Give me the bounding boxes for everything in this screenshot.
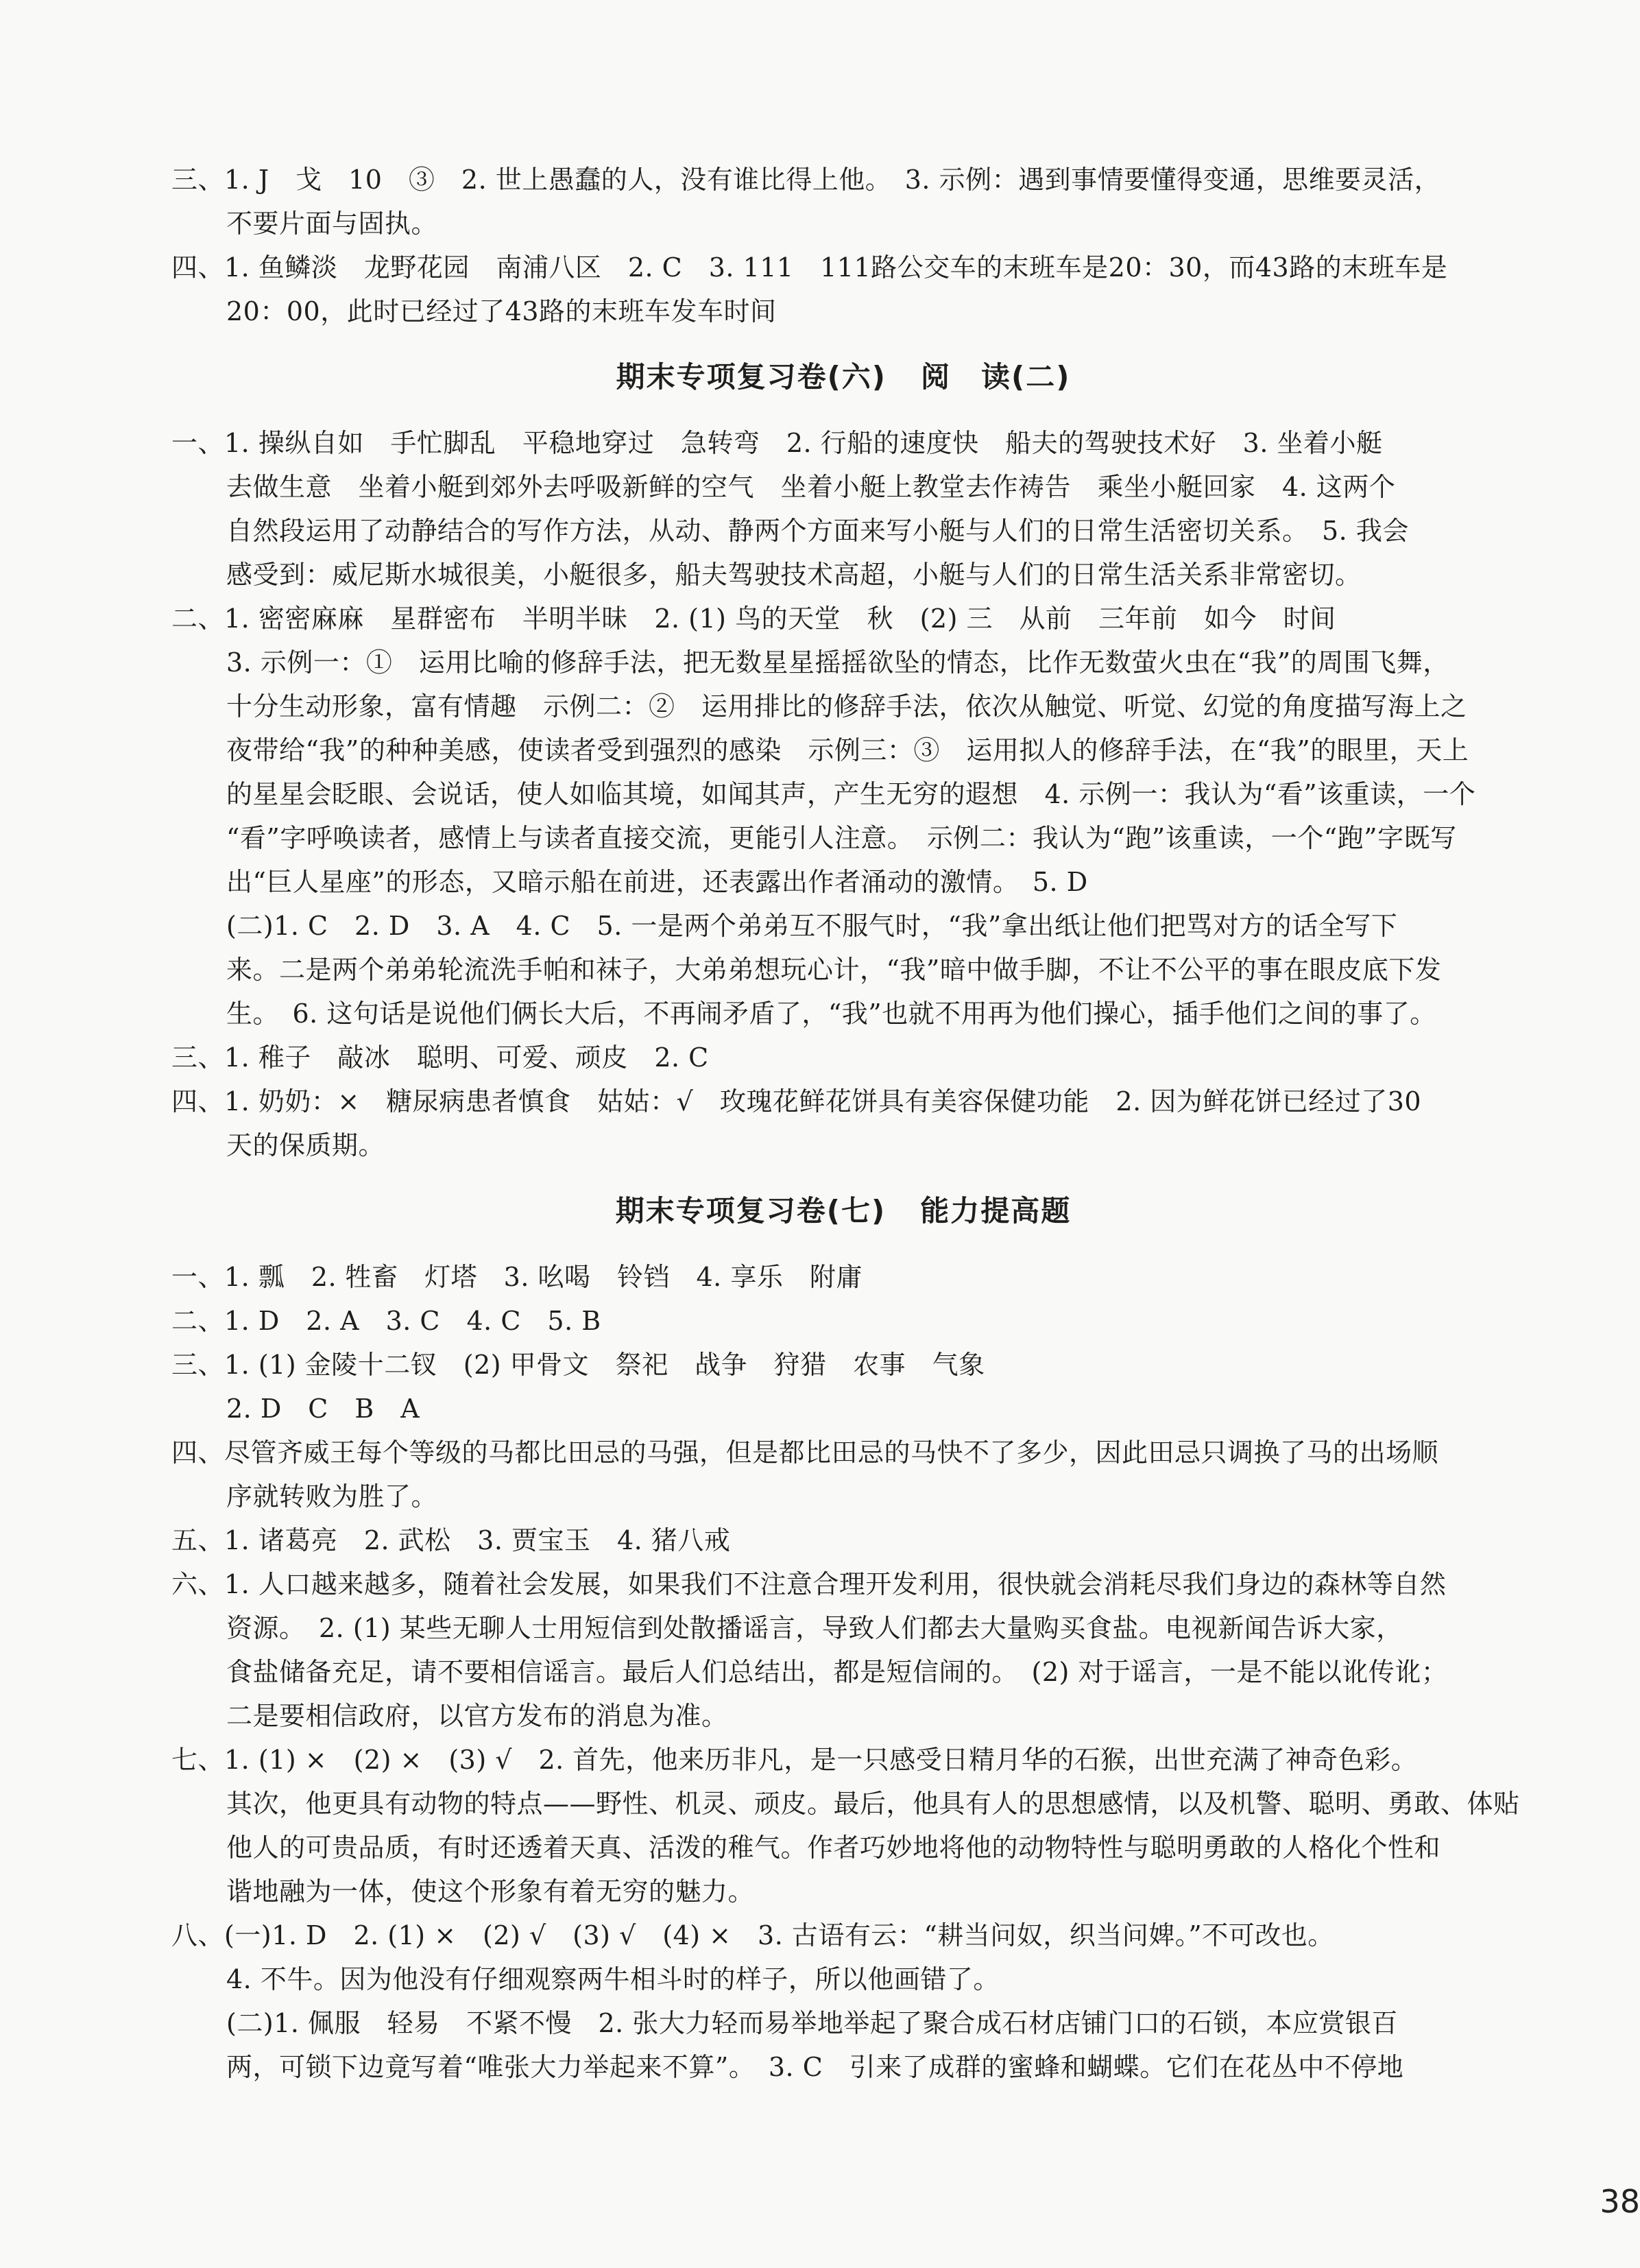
answer-line: 二、1. 密密麻麻 星群密布 半明半昧 2. (1) 鸟的天堂 秋 (2) 三 从前 三年前 如今 时间 xyxy=(171,604,1336,634)
answer-line: 四、1. 鱼鳞淡 龙野花园 南浦八区 2. C 3. 111 111路公交车的末班车是20：30，而43路的末班车是 xyxy=(171,252,1448,283)
answer-line: 感受到：威尼斯水城很美，小艇很多，船夫驾驶技术高超，小艇与人们的日常生活关系非常密切。 xyxy=(226,560,1362,590)
answer-line: “看”字呼唤读者，感情上与读者直接交流，更能引人注意。 示例二：我认为“跑”该重读，一个“跑”字既写 xyxy=(226,823,1457,853)
section-heading-title: 期末专项复习卷(七) xyxy=(615,1194,887,1228)
answer-line: 一、1. 操纵自如 手忙脚乱 平稳地穿过 急转弯 2. 行船的速度快 船夫的驾驶技术好 3. 坐着小艇 xyxy=(171,428,1383,458)
page-number: 38 xyxy=(1600,2183,1640,2220)
answer-line: 生。 6. 这句话是说他们俩长大后，不再闹矛盾了，“我”也就不用再为他们操心，插手他们之间的事了。 xyxy=(226,999,1436,1029)
answer-line: 六、1. 人口越来越多，随着社会发展，如果我们不注意合理开发利用，很快就会消耗尽我们身边的森林等自然 xyxy=(171,1569,1447,1599)
answer-line: 资源。 2. (1) 某些无聊人士用短信到处散播谣言，导致人们都去大量购买食盐。电视新闻告诉大家， xyxy=(226,1613,1403,1643)
answer-line: 3. 示例一：① 运用比喻的修辞手法，把无数星星摇摇欲坠的情态，比作无数萤火虫在“我”的周围飞舞， xyxy=(226,647,1449,678)
section-heading-subtitle: 能力提高题 xyxy=(920,1194,1072,1228)
answer-line: 夜带给“我”的种种美感，使读者受到强烈的感染 示例三：③ 运用拟人的修辞手法，在“我”的眼里，天上 xyxy=(226,735,1469,765)
answer-line: 四、尽管齐威王每个等级的马都比田忌的马强，但是都比田忌的马快不了多少，因此田忌只调换了马的出场顺 xyxy=(171,1437,1439,1468)
answer-line: 出“巨人星座”的形态，又暗示船在前进，还表露出作者涌动的激情。 5. D xyxy=(226,867,1088,897)
answer-line: 2. D C B A xyxy=(226,1394,420,1424)
section-heading xyxy=(171,355,1515,399)
answer-line: 五、1. 诸葛亮 2. 武松 3. 贾宝玉 4. 猪八戒 xyxy=(171,1525,731,1555)
answer-line: 其次，他更具有动物的特点——野性、机灵、顽皮。最后，他具有人的思想感情，以及机警、聪明、勇敢、体贴 xyxy=(226,1789,1520,1819)
section-heading-title: 期末专项复习卷(六) xyxy=(616,360,887,394)
answer-line: (二)1. 佩服 轻易 不紧不慢 2. 张大力轻而易举地举起了聚合成石材店铺门口的石锁，本应赏银百 xyxy=(226,2008,1398,2038)
answer-line: 十分生动形象，富有情趣 示例二：② 运用排比的修辞手法，依次从触觉、听觉、幻觉的角度描写海上之 xyxy=(226,691,1467,721)
answer-line: 去做生意 坐着小艇到郊外去呼吸新鲜的空气 坐着小艇上教堂去作祷告 乘坐小艇回家 4. 这两个 xyxy=(226,472,1396,502)
answer-line: 三、1. 稚子 敲冰 聪明、可爱、顽皮 2. C xyxy=(171,1042,709,1073)
answer-line: 序就转败为胜了。 xyxy=(226,1481,438,1512)
answer-section-2 xyxy=(171,1189,1520,2089)
section-heading-subtitle: 阅 读(二) xyxy=(921,360,1071,394)
answer-line: 四、1. 奶奶：× 糖尿病患者慎食 姑姑：√ 玫瑰花鲜花饼具有美容保健功能 2. 因为鲜花饼已经过了30 xyxy=(171,1086,1422,1117)
answer-line: 两，可锁下边竟写着“唯张大力举起来不算”。 3. C 引来了成群的蜜蜂和蝴蝶。它们在花丛中不停地 xyxy=(226,2052,1404,2082)
answer-line: 4. 不牛。因为他没有仔细观察两牛相斗时的样子，所以他画错了。 xyxy=(226,1964,1000,1994)
answer-line: 来。二是两个弟弟轮流洗手帕和袜子，大弟弟想玩心计，“我”暗中做手脚，不让不公平的事在眼皮底下发 xyxy=(226,955,1442,985)
answer-page xyxy=(171,158,1520,2092)
answer-section-0 xyxy=(171,158,1515,333)
answer-line: (二)1. C 2. D 3. A 4. C 5. 一是两个弟弟互不服气时，“我”拿出纸让他们把骂对方的话全写下 xyxy=(226,911,1398,941)
answer-line: 三、1. J 戈 10 ③ 2. 世上愚蠢的人，没有谁比得上他。 3. 示例：遇到事情要懂得变通，思维要灵活， xyxy=(171,165,1441,195)
answer-line: 的星星会眨眼、会说话，使人如临其境，如闻其声，产生无穷的遐想 4. 示例一：我认为“看”该重读，一个 xyxy=(226,779,1476,809)
answer-line: 三、1. (1) 金陵十二钗 (2) 甲骨文 祭祀 战争 狩猎 农事 气象 xyxy=(171,1350,985,1380)
answer-line: 二是要相信政府，以官方发布的消息为准。 xyxy=(226,1701,728,1731)
answer-line: 食盐储备充足，请不要相信谣言。最后人们总结出，都是短信闹的。 (2) 对于谣言，一是不能以讹传讹； xyxy=(226,1657,1448,1687)
answer-line: 自然段运用了动静结合的写作方法，从动、静两个方面来写小艇与人们的日常生活密切关系。 5. 我会 xyxy=(226,516,1409,546)
section-heading xyxy=(171,1189,1515,1233)
answer-line: 他人的可贵品质，有时还透着天真、活泼的稚气。作者巧妙地将他的动物特性与聪明勇敢的人格化个性和 xyxy=(226,1833,1441,1863)
answer-line: 不要片面与固执。 xyxy=(226,208,438,239)
answer-line: 一、1. 瓢 2. 牲畜 灯塔 3. 吆喝 铃铛 4. 享乐 附庸 xyxy=(171,1262,863,1292)
answer-line: 20：00，此时已经过了43路的末班车发车时间 xyxy=(226,296,777,326)
answer-line: 二、1. D 2. A 3. C 4. C 5. B xyxy=(171,1306,601,1336)
answer-line: 八、(一)1. D 2. (1) × (2) √ (3) √ (4) × 3. 古语有云：“耕当问奴，织当问婢。”不可改也。 xyxy=(171,1920,1334,1950)
answer-line: 谐地融为一体，使这个形象有着无穷的魅力。 xyxy=(226,1876,755,1907)
answer-line: 七、1. (1) × (2) × (3) √ 2. 首先，他来历非凡，是一只感受日精月华的石猴，出世充满了神奇色彩。 xyxy=(171,1745,1418,1775)
answer-line: 天的保质期。 xyxy=(226,1130,385,1160)
answer-section-1 xyxy=(171,355,1515,1167)
